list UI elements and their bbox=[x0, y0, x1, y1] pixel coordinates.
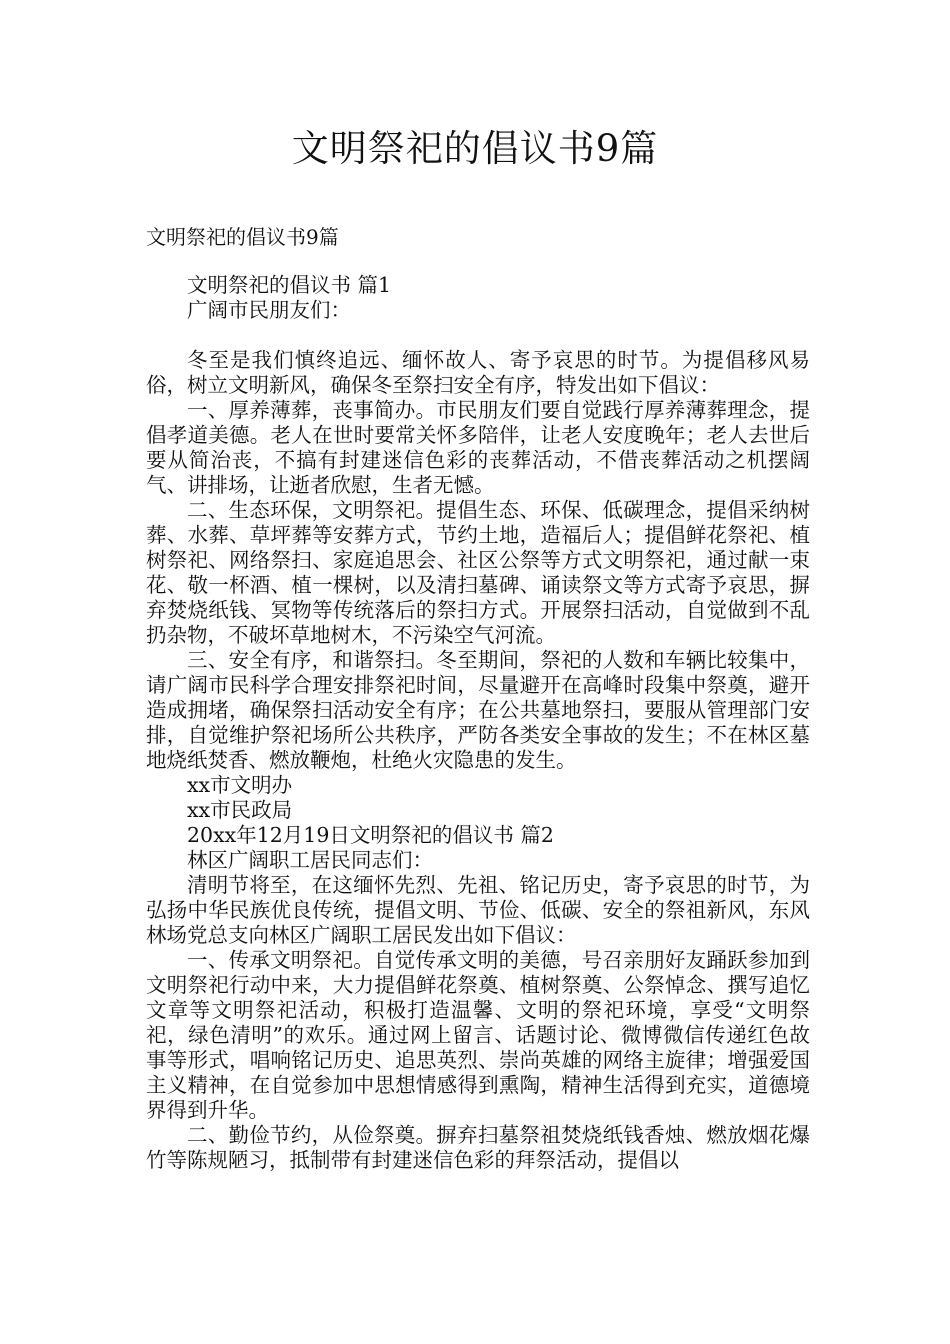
salutation-2: 林区广阔职工居民同志们： bbox=[187, 848, 433, 872]
date-and-section-heading-2: 20xx年12月19日文明祭祀的倡议书 篇2 bbox=[187, 823, 554, 847]
document-subtitle: 文明祭祀的倡议书9篇 bbox=[146, 225, 339, 249]
body-paragraph: 二、生态环保，文明祭祀。提倡生态、环保、低碳理念，提倡采纳树葬、水葬、草坪葬等安葬方式，节约土地，造福后人；提倡鲜花祭祀、植树祭祀、网络祭扫、家庭追思会、社区公祭等方式文明祭祀，通过献一束花、敬一杯酒、植一棵树，以及清扫墓碑、诵读祭文等方式寄予哀思，摒弃焚烧纸钱、冥物等传统落后的祭扫方式。开展祭扫活动，自觉做到不乱扔杂物，不破坏草地树木，不污染空气河流。 bbox=[146, 498, 810, 647]
section-heading-1: 文明祭祀的倡议书 篇1 bbox=[187, 273, 392, 297]
body-paragraph: 清明节将至，在这缅怀先烈、先祖、铭记历史，寄予哀思的时节，为弘扬中华民族优良传统，提倡文明、节俭、低碳、安全的祭祖新风，东风林场党总支向林区广阔职工居民发出如下倡议： bbox=[146, 873, 810, 947]
signature-line: xx市民政局 bbox=[187, 798, 293, 822]
document-body bbox=[146, 273, 810, 1173]
body-paragraph: 一、厚养薄葬，丧事简办。市民朋友们要自觉践行厚养薄葬理念，提倡孝道美德。老人在世时要常关怀多陪伴，让老人安度晚年；老人去世后要从简治丧，不搞有封建迷信色彩的丧葬活动，不借丧葬活动之机摆阔气、讲排场，让逝者欣慰，生者无憾。 bbox=[146, 398, 810, 497]
body-paragraph: 三、安全有序，和谐祭扫。冬至期间，祭祀的人数和车辆比较集中，请广阔市民科学合理安排祭祀时间，尽量避开在高峰时段集中祭奠，避开造成拥堵，确保祭扫活动安全有序；在公共墓地祭扫，要服从管理部门安排，自觉维护祭祀场所公共秩序，严防各类安全事故的发生；不在林区墓地烧纸焚香、燃放鞭炮，杜绝火灾隐患的发生。 bbox=[146, 648, 810, 772]
body-paragraph: 冬至是我们慎终追远、缅怀故人、寄予哀思的时节。为提倡移风易俗，树立文明新风，确保冬至祭扫安全有序，特发出如下倡议： bbox=[146, 348, 810, 397]
signature-line: xx市文明办 bbox=[187, 773, 293, 797]
document-title: 文明祭祀的倡议书9篇 bbox=[291, 127, 659, 170]
body-paragraph: 二、勤俭节约，从俭祭奠。摒弃扫墓祭祖焚烧纸钱香烛、燃放烟花爆竹等陈规陋习，抵制带有封建迷信色彩的拜祭活动，提倡以 bbox=[146, 1123, 810, 1172]
salutation-1: 广阔市民朋友们： bbox=[187, 298, 351, 322]
body-paragraph: 一、传承文明祭祀。自觉传承文明的美德，号召亲朋好友踊跃参加到文明祭祀行动中来，大力提倡鲜花祭奠、植树祭奠、公祭悼念、撰写追忆文章等文明祭祀活动，积极打造温馨、文明的祭祀环境，享受“文明祭祀，绿色清明”的欢乐。通过网上留言、话题讨论、微博微信传递红色故事等形式，唱响铭记历史、追思英烈、崇尚英雄的网络主旋律；增强爱国主义精神，在自觉参加中思想情感得到熏陶，精神生活得到充实，道德境界得到升华。 bbox=[146, 948, 810, 1122]
